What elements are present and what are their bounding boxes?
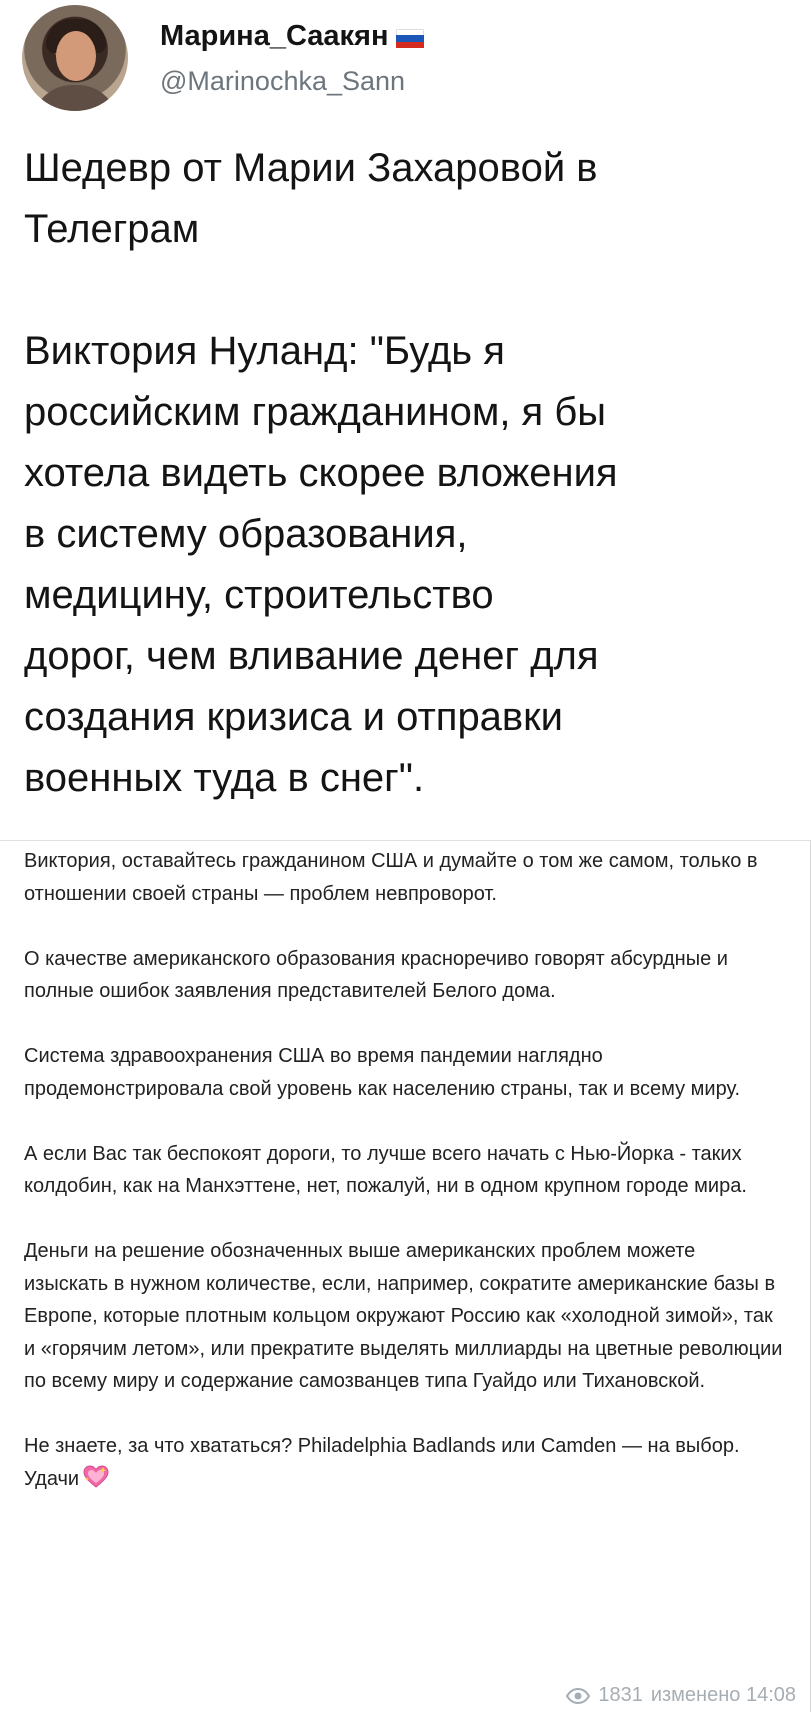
post-paragraph: Виктория, оставайтесь гражданином США и думайте о том же самом, только в отношении своей страны — проблем невпроворот.	[24, 850, 758, 905]
tweet-card	[0, 0, 811, 840]
eye-icon	[566, 1688, 590, 1704]
post-last-text: Не знаете, за что хвататься? Philadelphia Badlands или Camden — на выбор. Удачи	[24, 1435, 740, 1490]
post-paragraph: А если Вас так беспокоят дороги, то лучше всего начать с Нью-Йорка - таких колдобин, как на Манхэттене, нет, пожалуй, ни в одном крупном городе мира.	[24, 1142, 747, 1197]
user-avatar[interactable]	[22, 5, 128, 111]
post-paragraph: Система здравоохранения США во время пандемии наглядно продемонстрировала свой уровень как населению страны, так и всему миру.	[24, 1045, 741, 1100]
edited-timestamp: изменено 14:08	[650, 1684, 796, 1706]
post-paragraph: Деньги на решение обозначенных выше американских проблем можете изыскать в нужном количестве, если, например, сократите американские базы в Европе, которые плотным кольцом окружают Россию как «холодной зимой», так и «горячим летом», или прекратите выделять миллиарды на цветные революции по всему миру и содержание самозванцев типа Гуайдо или Тихановской.	[24, 1240, 783, 1392]
telegram-post-text	[24, 845, 784, 1495]
post-meta	[566, 1684, 796, 1707]
tweet-text: Шедевр от Марии Захаровой в Телеграм Виктория Нуланд: "Будь я российским гражданином, я бы хотела видеть скорее вложения в систему образования, медицину, строительство дорог, чем вливание денег для создания кризиса и отправки военных туда в снег".	[24, 146, 618, 800]
russia-flag-icon	[396, 29, 424, 49]
post-paragraph-last	[24, 1430, 784, 1495]
view-count: 1831	[598, 1684, 643, 1706]
telegram-post	[0, 840, 811, 1712]
user-handle[interactable]: @Marinochka_Sann	[160, 66, 406, 96]
display-name[interactable]	[160, 20, 424, 53]
sparkling-heart-icon	[83, 1465, 109, 1489]
post-paragraph: О качестве американского образования красноречиво говорят абсурдные и полные ошибок заявления представителей Белого дома.	[24, 947, 728, 1002]
display-name-text[interactable]: Марина_Саакян	[160, 20, 389, 52]
